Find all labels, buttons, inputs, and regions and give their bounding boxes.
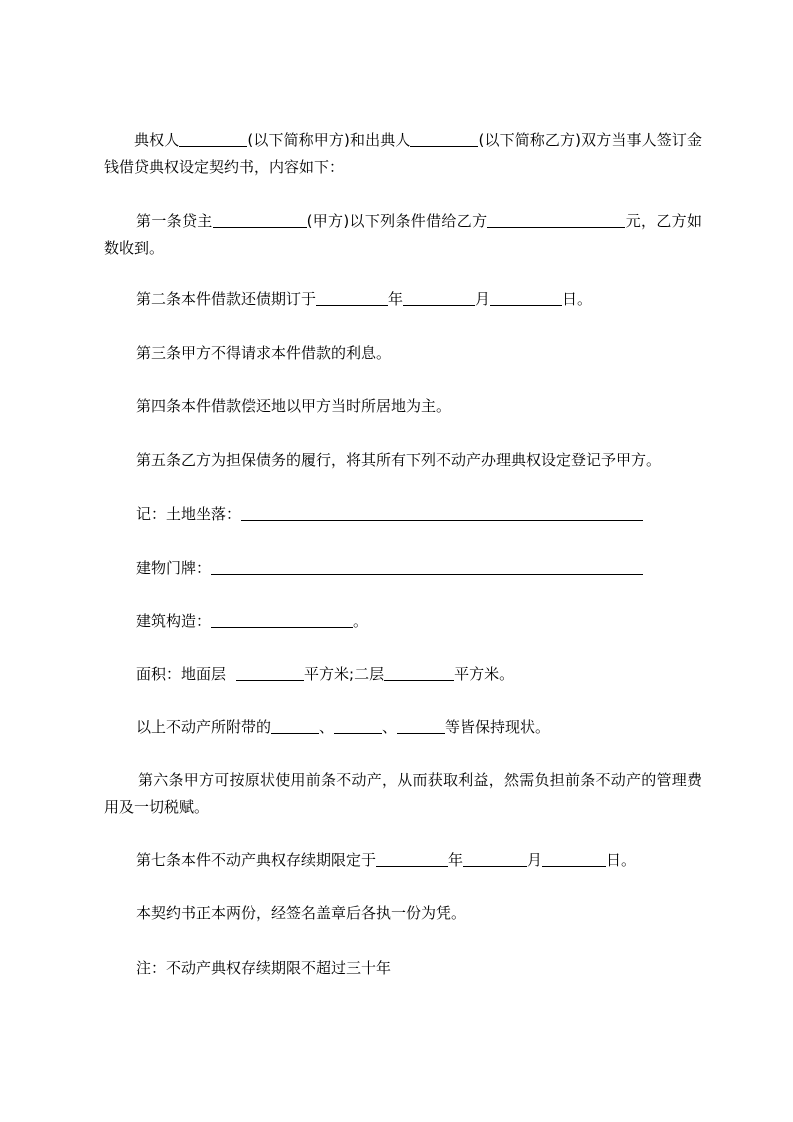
art1-text-3: 元，乙方如数收到。 (104, 212, 702, 257)
structure-end: 。 (353, 612, 369, 630)
art1-text-2: (甲方)以下列条件借给乙方 (306, 212, 488, 230)
blank-building-plate (211, 559, 643, 575)
building-plate-label: 建物门牌： (136, 559, 212, 577)
article-5: 第五条乙方为担保债务的履行，将其所有下列不动产办理典权设定登记予甲方。 (136, 451, 662, 469)
attached-label: 以上不动产所附带的 (136, 718, 272, 736)
blank-pledgee (179, 131, 247, 147)
building-plate-line (136, 555, 734, 582)
blank-second-floor-area (384, 665, 454, 681)
intro-text-3: (以下简称乙方)双方当事人签订金钱借贷典权设定契约书，内容如下： (104, 131, 702, 176)
blank-term-year (376, 851, 448, 867)
blank-ground-floor-area (236, 665, 304, 681)
copies-clause: 本契约书正本两份，经签名盖章后各执一份为凭。 (136, 904, 467, 922)
attached-sep-2: 、 (382, 718, 398, 736)
blank-loan-amount (487, 212, 625, 228)
article-3: 第三条甲方不得请求本件借款的利息。 (136, 344, 392, 362)
blank-attached-3 (397, 718, 445, 734)
blank-lender (213, 212, 307, 228)
blank-term-day (542, 851, 606, 867)
attached-end: 等皆保持现状。 (445, 718, 551, 736)
art2-text-1: 第二条本件借款还债期订于 (136, 290, 317, 308)
blank-pledgor (410, 131, 478, 147)
land-location-label: 记：土地坐落： (136, 505, 242, 523)
attached-items-line (136, 714, 734, 741)
intro-paragraph (104, 127, 702, 181)
structure-label: 建筑构造： (136, 612, 212, 630)
area-label: 面积：地面层 (136, 665, 227, 683)
art2-month-label: 月 (475, 290, 491, 308)
art7-year-label: 年 (448, 851, 464, 869)
note: 注：不动产典权存续期限不超过三十年 (136, 959, 392, 977)
area-line (136, 661, 734, 688)
article-4: 第四条本件借款偿还地以甲方当时所居地为主。 (136, 397, 452, 415)
art7-text-1: 第七条本件不动产典权存续期限定于 (136, 851, 377, 869)
art7-month-label: 月 (527, 851, 543, 869)
attached-sep-1: 、 (319, 718, 335, 736)
intro-text-2: (以下简称甲方)和出典人 (247, 131, 411, 149)
blank-land-location (241, 505, 643, 521)
blank-structure (211, 612, 353, 628)
art2-day-label: 日。 (562, 290, 593, 308)
structure-line (136, 608, 734, 635)
blank-attached-1 (271, 718, 319, 734)
article-2 (136, 286, 734, 313)
blank-term-month (463, 851, 527, 867)
art7-day-label: 日。 (606, 851, 637, 869)
intro-text-1: 典权人 (134, 131, 180, 149)
area-unit-end: 平方米。 (454, 665, 515, 683)
article-7 (136, 847, 734, 874)
article-6: 第六条甲方可按原状使用前条不动产，从而获取利益，然需负担前条不动产的管理费用及一切税赋。 (104, 771, 702, 816)
art1-text-1: 第一条贷主 (136, 212, 213, 230)
blank-due-day (490, 290, 562, 306)
area-second-floor-label: 平方米;二层 (304, 665, 385, 683)
land-location-line (136, 501, 734, 528)
blank-due-month (403, 290, 475, 306)
blank-attached-2 (334, 718, 382, 734)
blank-due-year (316, 290, 388, 306)
art2-year-label: 年 (388, 290, 404, 308)
article-1 (104, 208, 702, 262)
